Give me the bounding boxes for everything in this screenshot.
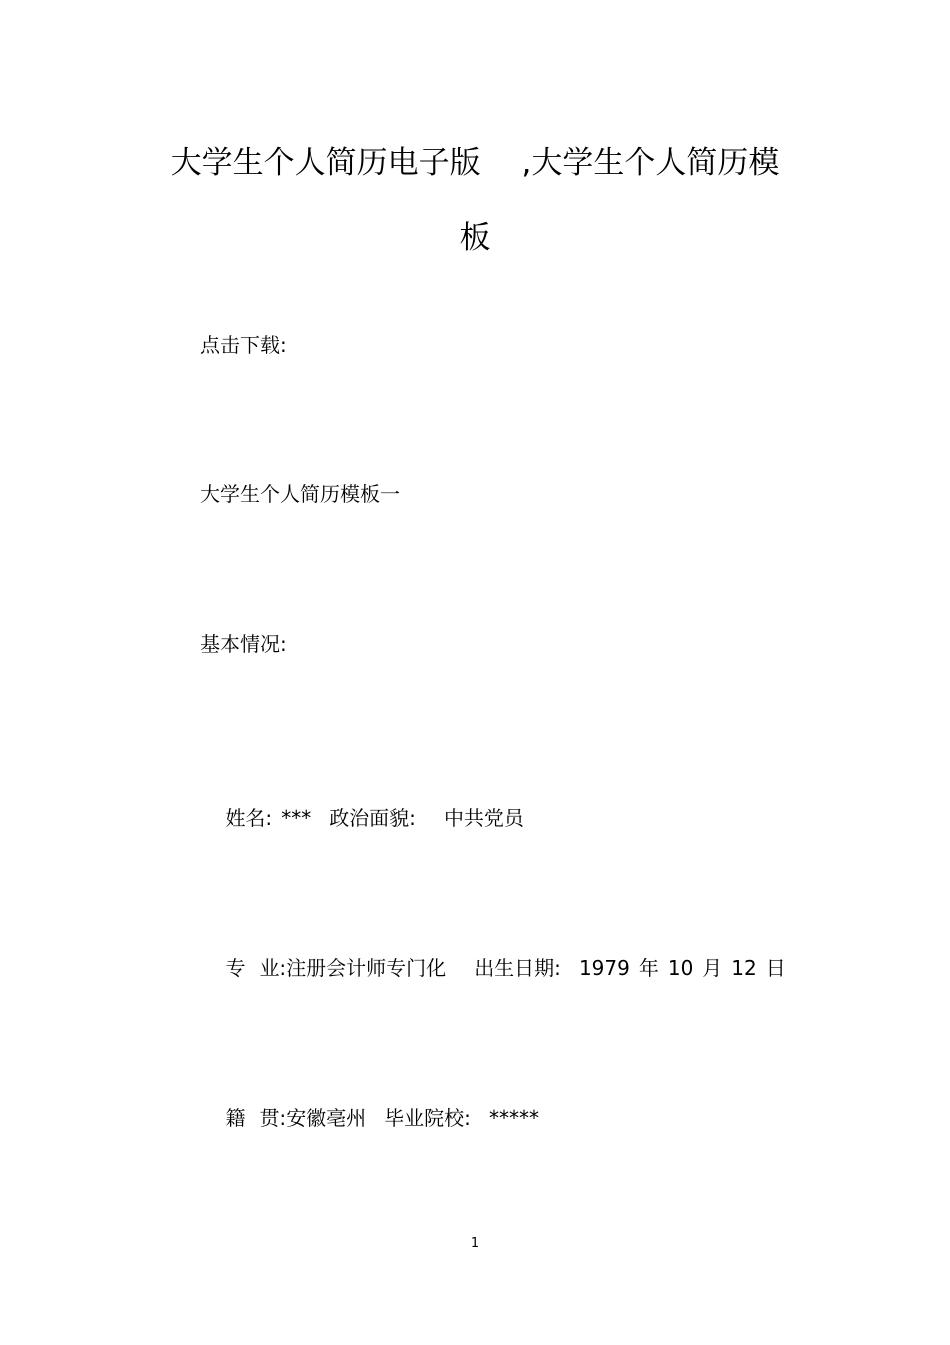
birth-month-unit: 月 bbox=[702, 956, 723, 980]
birth-month: 10 bbox=[667, 956, 694, 980]
birth-label: 出生日期: bbox=[474, 956, 561, 980]
native-school-row bbox=[200, 1079, 539, 1157]
birth-year-unit: 年 bbox=[638, 956, 659, 980]
native-label-part1: 籍 bbox=[225, 1106, 246, 1130]
download-label: 点击下载: bbox=[200, 333, 287, 357]
page-number: 1 bbox=[470, 1236, 480, 1251]
name-label: 姓名: bbox=[225, 806, 273, 830]
native-label-part2: 贯: bbox=[259, 1106, 287, 1130]
birth-day: 12 bbox=[731, 956, 757, 980]
template-heading: 大学生个人简历模板一 bbox=[200, 482, 400, 506]
name-political-row bbox=[200, 779, 524, 857]
native-value: 安徽亳州 bbox=[286, 1106, 367, 1130]
basic-info-heading: 基本情况: bbox=[200, 632, 287, 656]
document-title-line-1: 大学生个人简历电子版 ,大学生个人简历模 bbox=[170, 145, 780, 181]
birth-day-unit: 日 bbox=[765, 956, 786, 980]
name-value: *** bbox=[281, 806, 312, 830]
political-value: 中共党员 bbox=[443, 806, 524, 830]
document-title-line-2: 板 bbox=[459, 220, 491, 256]
birth-year: 1979 bbox=[578, 956, 630, 980]
major-label-part1: 专 bbox=[225, 956, 246, 980]
political-label: 政治面貌: bbox=[329, 806, 416, 830]
major-label-part2: 业: bbox=[259, 956, 287, 980]
major-value: 注册会计师专门化 bbox=[286, 956, 447, 980]
major-birth-row bbox=[200, 929, 786, 1007]
school-label: 毕业院校: bbox=[384, 1106, 471, 1130]
school-value: ***** bbox=[488, 1106, 539, 1130]
